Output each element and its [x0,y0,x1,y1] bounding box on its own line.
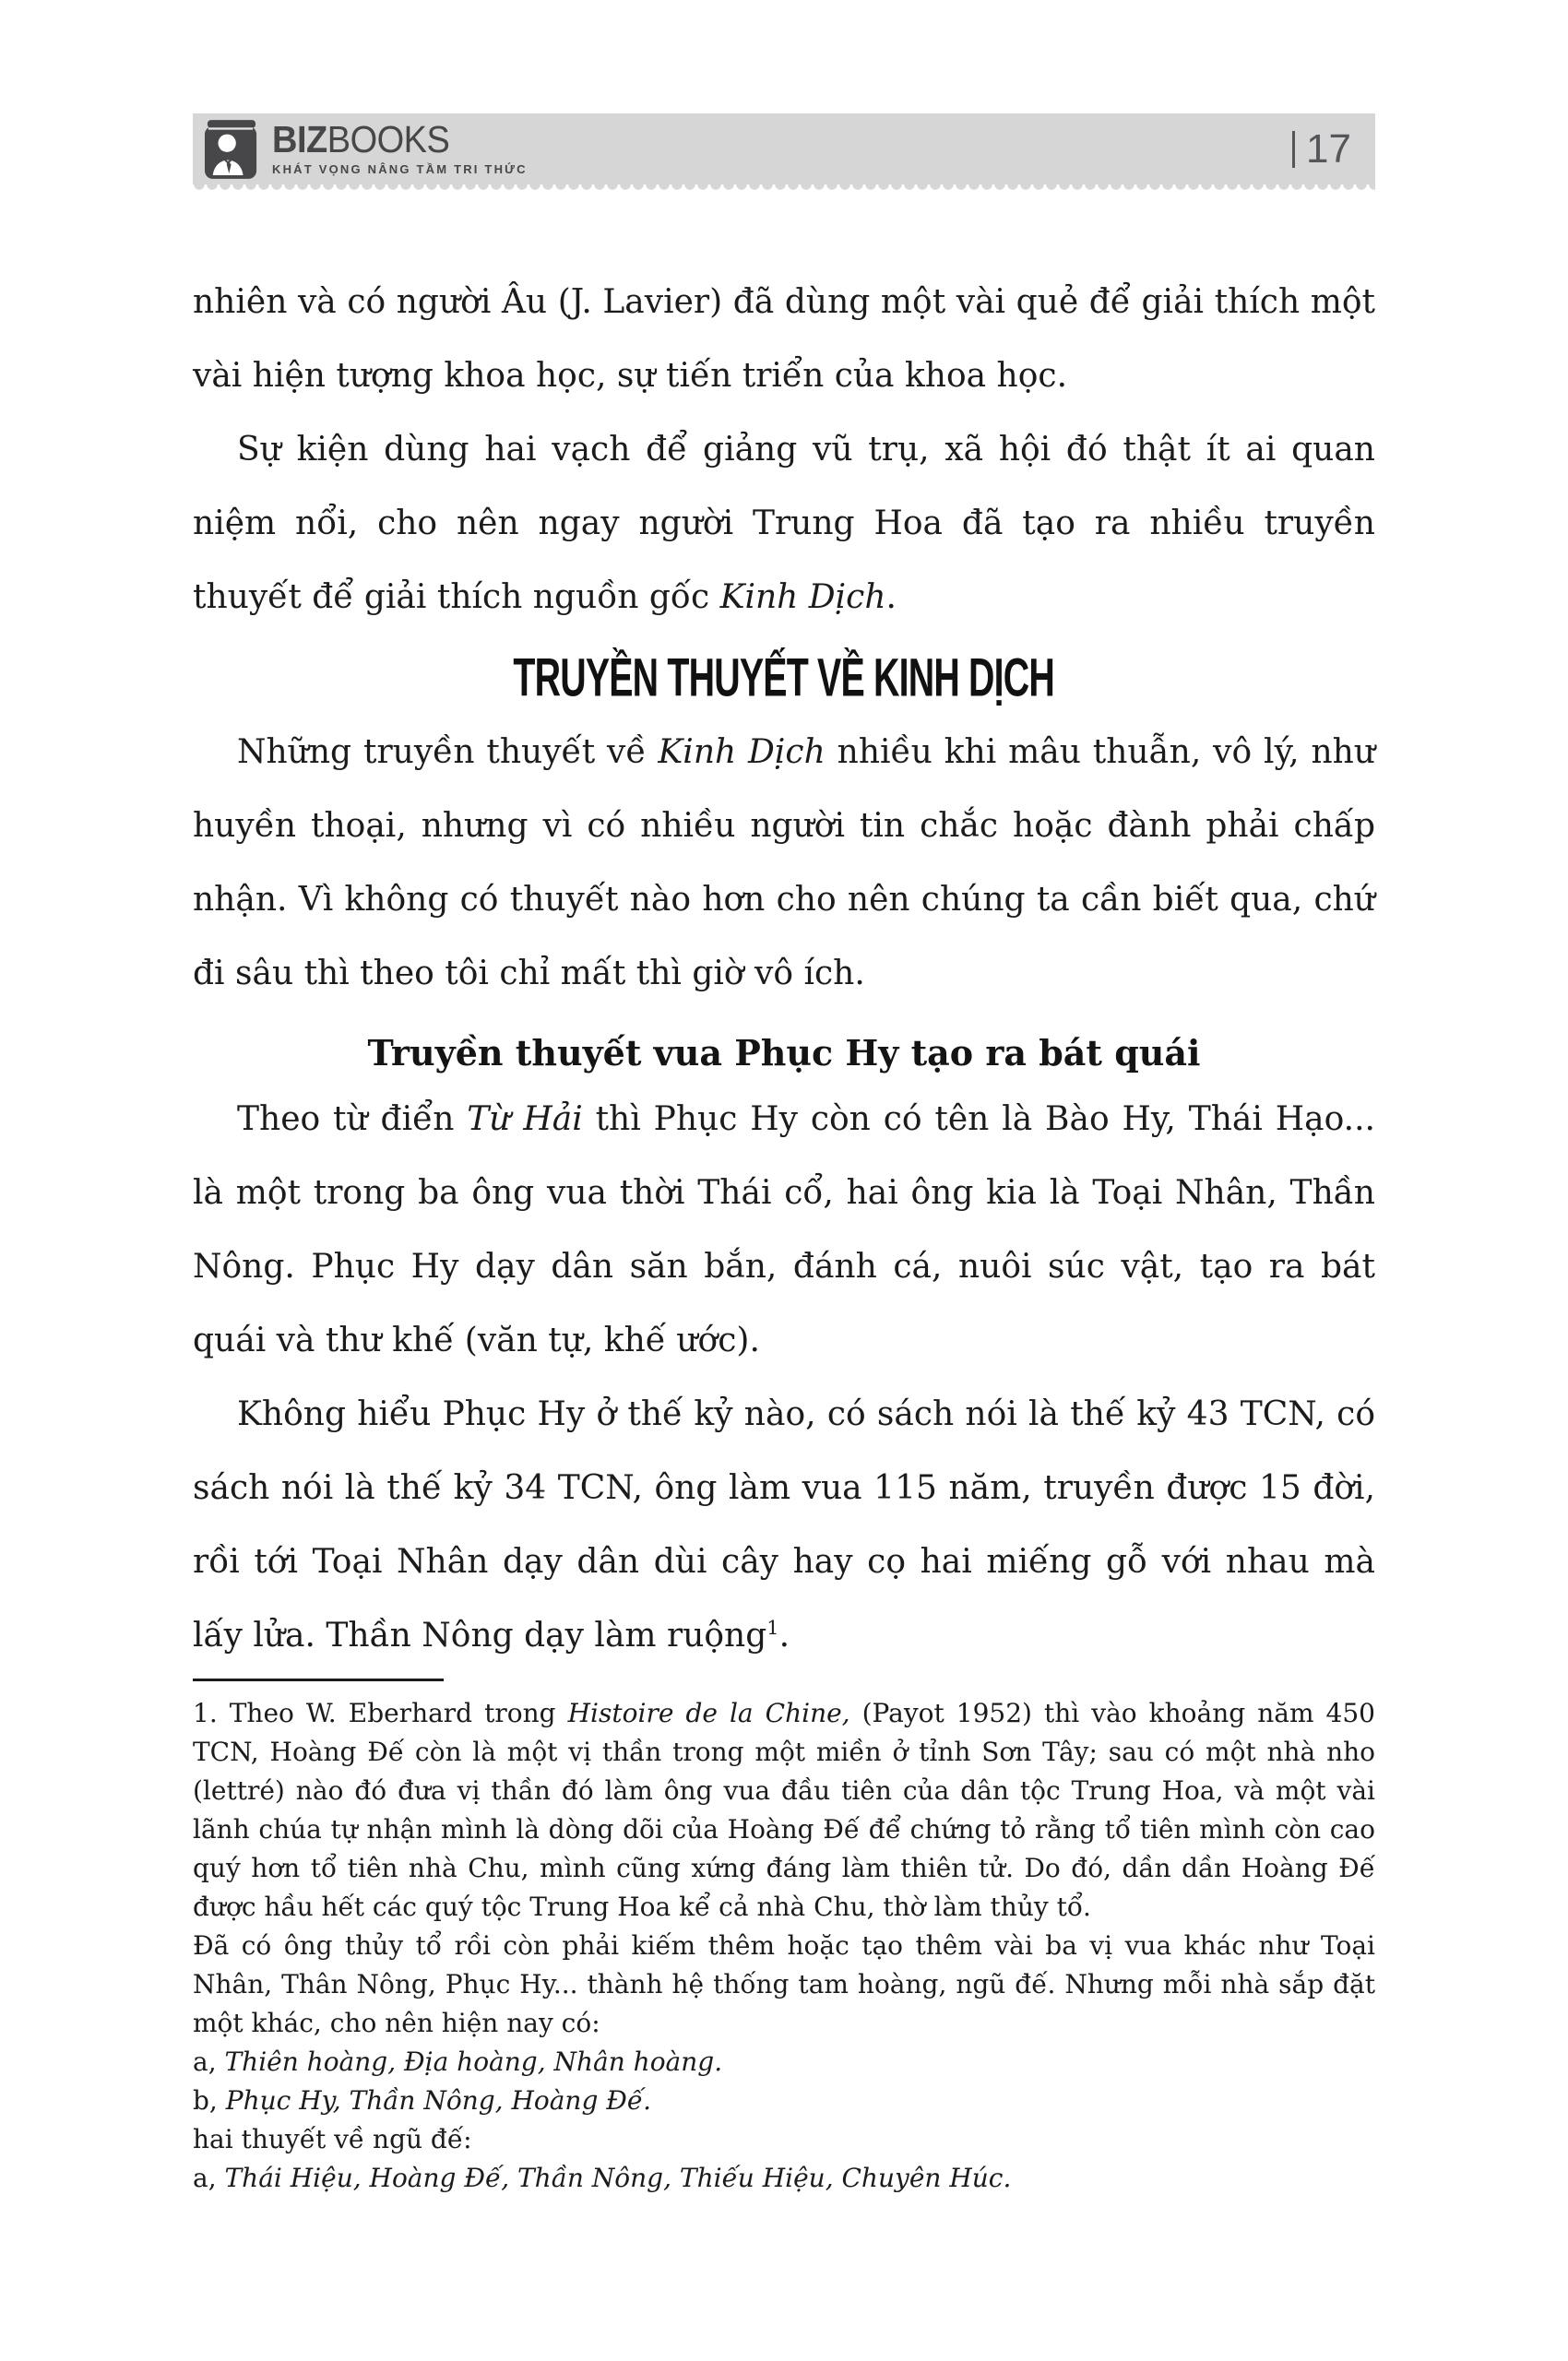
brand-name-light: BOOKS [327,118,450,161]
page-header [193,113,1375,184]
text-column [193,266,1375,2198]
section-heading-wrap [193,648,1375,708]
page-number-value: 17 [1306,125,1351,172]
paragraph-continuation: nhiên và có người Âu (J. Lavier) đã dùng một vài quẻ để giải thích một vài hiện tượng khoa học, sự tiến triển của khoa học. [193,283,1375,395]
footnote-block [193,1694,1375,2198]
paragraph-intro: Sự kiện dùng hai vạch để giảng vũ trụ, xã hội đó thật ít ai quan niệm nổi, cho nên ngay người Trung Hoa đã tạo ra nhiều truyền thuyết để giải thích nguồn gốc Kinh Dịch. [193,431,1375,616]
page-number [1292,125,1351,172]
footnote-separator [193,1679,444,1681]
brand-name-bold: BIZ [272,118,327,161]
footnote-line-ngu-de: hai thuyết về ngũ đế: [193,2124,472,2154]
paragraph-tuhai: Theo từ điển Từ Hải thì Phục Hy còn có tên là Bào Hy, Thái Hạo... là một trong ba ông vua thời Thái cổ, hai ông kia là Toại Nhân, Thần Nông. Phục Hy dạy dân săn bắn, đánh cá, nuôi súc vật, tạo ra bát quái và thư khế (văn tự, khế ước). [193,1100,1375,1359]
brand-tagline: KHÁT VỌNG NÂNG TẦM TRI THỨC [272,161,528,176]
footnote-list-tam-hoang-a: a, Thiên hoàng, Địa hoàng, Nhân hoàng. [193,2047,723,2077]
bizbooks-logo [205,120,528,179]
subsection-heading: Truyền thuyết vua Phục Hy tạo ra bát quái [367,1032,1201,1074]
footnote-note-2: Đã có ông thủy tổ rồi còn phải kiếm thêm hoặc tạo thêm vài ba vị vua khác như Toại Nhân, Thân Nông, Phục Hy... thành hệ thống tam hoàng, ngũ đế. Nhưng mỗi nhà sắp đặt một khác, cho nên hiện nay có: [193,1930,1375,2038]
brand-name [272,118,528,161]
footnote-list-tam-hoang-b: b, Phục Hy, Thần Nông, Hoàng Đế. [193,2085,652,2116]
footnote-note-1: 1. Theo W. Eberhard trong Histoire de la Chine, (Payot 1952) thì vào khoảng năm 450 TCN, Hoàng Đế còn là một vị thần trong một miền ở tỉnh Sơn Tây; sau có một nhà nho (lettré) nào đó đưa vị thần đó làm ông vua đầu tiên của dân tộc Trung Hoa, và một vài lãnh chúa tự nhận mình là dòng dõi của Hoàng Đế để chứng tỏ rằng tổ tiên mình còn cao quý hơn tổ tiên nhà Chu, mình cũng xứng đáng làm thiên tử. Do đó, dần dần Hoàng Đế được hầu hết các quý tộc Trung Hoa kể cả nhà Chu, thờ làm thủy tổ. [193,1698,1375,1922]
brand-block [272,118,528,176]
paragraph-phuchy-era: Không hiểu Phục Hy ở thế kỷ nào, có sách nói là thế kỷ 43 TCN, có sách nói là thế kỷ 34 TCN, ông làm vua 115 năm, truyền được 15 đời, rồi tới Toại Nhân dạy dân dùi cây hay cọ hai miếng gỗ với nhau mà lấy lửa. Thần Nông dạy làm ruộng$^1$. [193,1395,1375,1655]
section-heading: TRUYỀN THUYẾT VỀ KINH DỊCH [513,648,1055,708]
paragraph-legends: Những truyền thuyết về Kinh Dịch nhiều khi mâu thuẫn, vô lý, như huyền thoại, nhưng vì có nhiều người tin chắc hoặc đành phải chấp nhận. Vì không có thuyết nào hơn cho nên chúng ta cần biết qua, chứ đi sâu thì theo tôi chỉ mất thì giờ vô ích. [193,733,1376,992]
book-person-icon [205,120,258,179]
page-number-divider [1292,131,1295,168]
footnote-list-ngu-de-a: a, Thái Hiệu, Hoàng Đế, Thần Nông, Thiếu Hiệu, Chuyên Húc. [193,2163,1012,2193]
